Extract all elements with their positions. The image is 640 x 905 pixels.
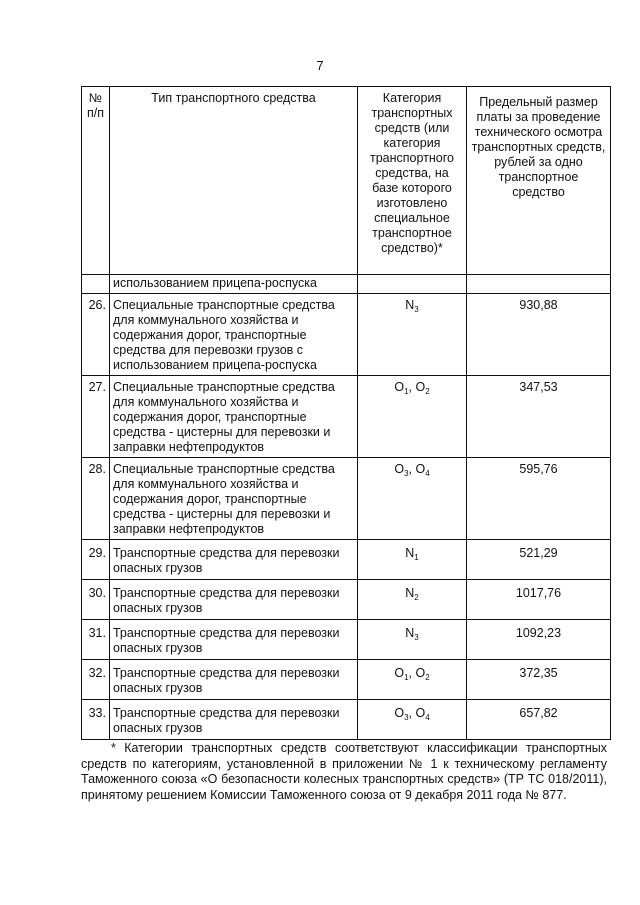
- category-code-second: , O: [408, 380, 426, 394]
- header-max-fee: Предельный размер платы за проведение технического осмотра транспортных средств, рублей за одно транспортное средство: [467, 87, 611, 275]
- page-number: 7: [316, 58, 324, 73]
- row-category: [358, 275, 467, 294]
- category-code-subscript: 3: [404, 713, 409, 722]
- category-code: O: [394, 462, 405, 476]
- row-number: 26.: [82, 294, 110, 376]
- row-vehicle-type: Специальные транспортные средства для коммунального хозяйства и содержания дорог, транспортные средства для перевозки грузов с использованием прицепа-роспуска: [110, 294, 358, 376]
- category-footnote: * Категории транспортных средств соответствуют классификации транспортных средств по категориям, установленной в приложении № 1 к техническому регламенту Таможенного союза «О безопасности колесных транспортных средств» (ТР ТС 018/2011), принятому решением Комиссии Таможенного союза от 9 декабря 2011 года № 877.: [81, 741, 607, 802]
- category-code: N: [405, 546, 415, 560]
- row-category: [358, 580, 467, 620]
- row-number: 29.: [82, 540, 110, 580]
- row-number: 30.: [82, 580, 110, 620]
- category-code: N: [405, 298, 415, 312]
- row-fee: 347,53: [467, 376, 611, 458]
- category-code: O: [394, 666, 405, 680]
- row-number: 32.: [82, 660, 110, 700]
- table-row: [82, 540, 611, 580]
- category-code-subscript: 3: [414, 633, 419, 642]
- table-header-row: [82, 87, 611, 275]
- row-vehicle-type: Специальные транспортные средства для коммунального хозяйства и содержания дорог, транспортные средства - цистерны для перевозки и заправки нефтепродуктов: [110, 376, 358, 458]
- category-code-second-subscript: 2: [425, 387, 430, 396]
- row-fee: 372,35: [467, 660, 611, 700]
- category-code: N: [405, 626, 415, 640]
- row-vehicle-type: Специальные транспортные средства для коммунального хозяйства и содержания дорог, транспортные средства - цистерны для перевозки и заправки нефтепродуктов: [110, 458, 358, 540]
- header-number: № п/п: [82, 87, 110, 275]
- row-number: 33.: [82, 700, 110, 740]
- row-vehicle-type: Транспортные средства для перевозки опасных грузов: [110, 620, 358, 660]
- row-category: [358, 458, 467, 540]
- row-category: [358, 540, 467, 580]
- row-category: [358, 660, 467, 700]
- category-code-second-subscript: 4: [425, 469, 430, 478]
- category-code-subscript: 2: [414, 593, 419, 602]
- category-code: O: [394, 380, 405, 394]
- row-category: [358, 294, 467, 376]
- header-category: Категория транспортных средств (или категория транспортного средства, на базе которого изготовлено специальное транспортное средство)*: [358, 87, 467, 275]
- row-number: 28.: [82, 458, 110, 540]
- category-code-subscript: 1: [414, 553, 419, 562]
- row-category: [358, 700, 467, 740]
- category-code-subscript: 3: [404, 469, 409, 478]
- category-code-second-subscript: 2: [425, 673, 430, 682]
- category-code: O: [394, 706, 405, 720]
- row-fee: 1092,23: [467, 620, 611, 660]
- row-category: [358, 620, 467, 660]
- row-fee: 930,88: [467, 294, 611, 376]
- category-code-second-subscript: 4: [425, 713, 430, 722]
- inspection-fee-table: [81, 86, 611, 740]
- category-code: N: [405, 586, 415, 600]
- row-vehicle-type: Транспортные средства для перевозки опасных грузов: [110, 660, 358, 700]
- row-fee: [467, 275, 611, 294]
- row-fee: 1017,76: [467, 580, 611, 620]
- category-code-subscript: 1: [404, 673, 409, 682]
- row-fee: 521,29: [467, 540, 611, 580]
- table-row: [82, 700, 611, 740]
- row-fee: 657,82: [467, 700, 611, 740]
- category-code-second: , O: [408, 462, 426, 476]
- table-row: [82, 660, 611, 700]
- category-code-subscript: 1: [404, 387, 409, 396]
- header-vehicle-type: Тип транспортного средства: [110, 87, 358, 275]
- row-category: [358, 376, 467, 458]
- row-vehicle-type: Транспортные средства для перевозки опасных грузов: [110, 540, 358, 580]
- row-number: 27.: [82, 376, 110, 458]
- table-row: [82, 458, 611, 540]
- category-code-second: , O: [408, 666, 426, 680]
- table-row-continuation: [82, 275, 611, 294]
- table-row: [82, 294, 611, 376]
- category-code-second: , O: [408, 706, 426, 720]
- row-vehicle-type: использованием прицепа-роспуска: [110, 275, 358, 294]
- category-code-subscript: 3: [414, 305, 419, 314]
- row-number: 31.: [82, 620, 110, 660]
- row-number: [82, 275, 110, 294]
- table-row: [82, 580, 611, 620]
- table-row: [82, 620, 611, 660]
- row-vehicle-type: Транспортные средства для перевозки опасных грузов: [110, 580, 358, 620]
- row-vehicle-type: Транспортные средства для перевозки опасных грузов: [110, 700, 358, 740]
- row-fee: 595,76: [467, 458, 611, 540]
- table-row: [82, 376, 611, 458]
